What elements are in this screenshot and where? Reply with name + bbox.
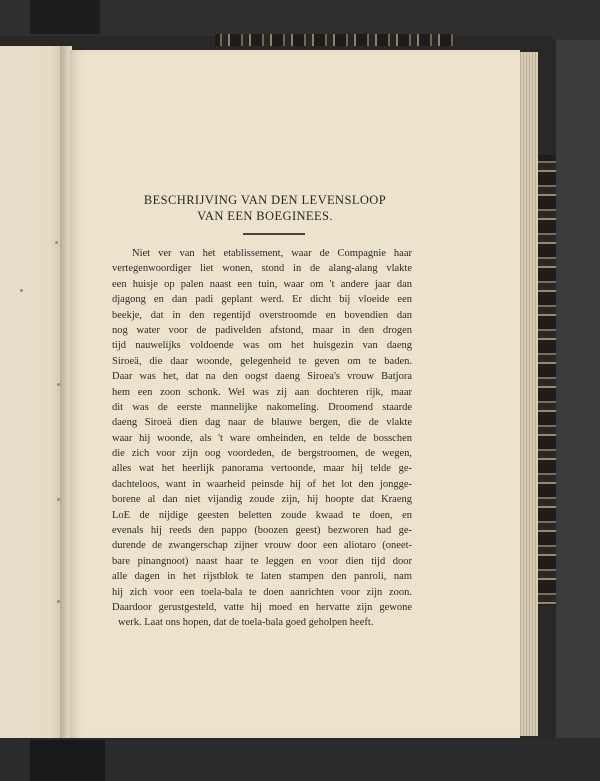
text-line: Siroeä, die daar woonde, gelegenheid te geven om te baden.	[112, 355, 412, 367]
marbled-edge-right	[537, 155, 556, 605]
text-line: waar hij woonde, als 't ware omheinden, en telde de bosschen	[112, 432, 412, 444]
text-line: alles wat het heerlijk panorama vertoonde, maar hij telde ge-	[112, 463, 412, 475]
text-line: vertegenwoordiger liet wonen, stond in de alang-alang vlakte	[112, 263, 412, 275]
text-line: djagong en dan padi geplant werd. Er dicht bij vloeide een	[112, 294, 412, 306]
text-line: tijd nauwelijks voldoende was om het huisgezin van daeng	[112, 340, 412, 352]
text-line: die zich voor zijn oog voordeden, de bergstroomen, de wegen,	[112, 448, 412, 460]
text-line: dit was de eerste mannelijke nakomeling. Droomend staarde	[112, 401, 412, 413]
body-paragraph	[112, 246, 412, 631]
text-line: een huisje op palen naast een tuin, waar om 't andere jaar dan	[112, 278, 412, 290]
page-mark	[55, 241, 58, 244]
text-line: alle dagen in het rijstblok te laten stampen den panroli, nam	[112, 571, 412, 583]
text-line: hem een zoon schonk. Wel was zij aan dochteren rijk, maar	[112, 386, 412, 398]
text-line: Niet ver van het etablissement, waar de Compagnie haar	[132, 248, 412, 259]
page-mark	[20, 289, 23, 292]
text-line: evenals hij reeds den pappo (boozen geest) bezworen had ge-	[112, 525, 412, 537]
page-edges	[518, 52, 538, 736]
backdrop-strip	[30, 0, 100, 34]
text-line: LoE de nijdige geesten beletten zoude kwaad te doen, en	[112, 509, 412, 521]
text-line: beekje, dat in den regentijd overstroomde en bovendien dan	[112, 309, 412, 321]
marbled-edge-top	[215, 34, 455, 46]
backdrop-strip	[30, 738, 105, 781]
text-line: daeng Siroeä dien dag naar de blauwe bergen, die de vlakte	[112, 417, 412, 429]
backdrop-bottom	[0, 738, 600, 781]
text-line: hij zich voor een toela-bala te doen aanrichten voor zijn zoon.	[112, 586, 412, 598]
chapter-title	[70, 192, 460, 224]
chapter-title-line: VAN EEN BOEGINEES.	[197, 209, 333, 223]
text-line: werk. Laat ons hopen, dat de toela-bala goed geholpen heeft.	[118, 617, 374, 629]
chapter-title-line: BESCHRIJVING VAN DEN LEVENSLOOP	[143, 193, 387, 207]
text-line: borene al dan niet vijandig zoude zijn, hij hoopte dat Kraeng	[112, 494, 412, 506]
text-line: dachteloos, want in waarheid peinsde hij of het lot den jongge-	[112, 478, 412, 490]
text-line: bare pinangnoot) naast haar te leggen en voor dien tijd door	[112, 555, 412, 567]
text-line: nog water voor de padivelden afstond, maar in den drogen	[112, 324, 412, 336]
text-line: Daar was het, dat na den oogst daeng Siroea's vrouw Batjora	[112, 371, 412, 383]
title-divider	[243, 233, 305, 235]
left-page	[0, 46, 66, 738]
text-line: Daardoor gerustgesteld, vatte hij moed en hervatte zijn gewone	[112, 601, 412, 613]
text-line: durende de zwangerschap zijner vrouw door een aliotaro (oneet-	[112, 540, 412, 552]
